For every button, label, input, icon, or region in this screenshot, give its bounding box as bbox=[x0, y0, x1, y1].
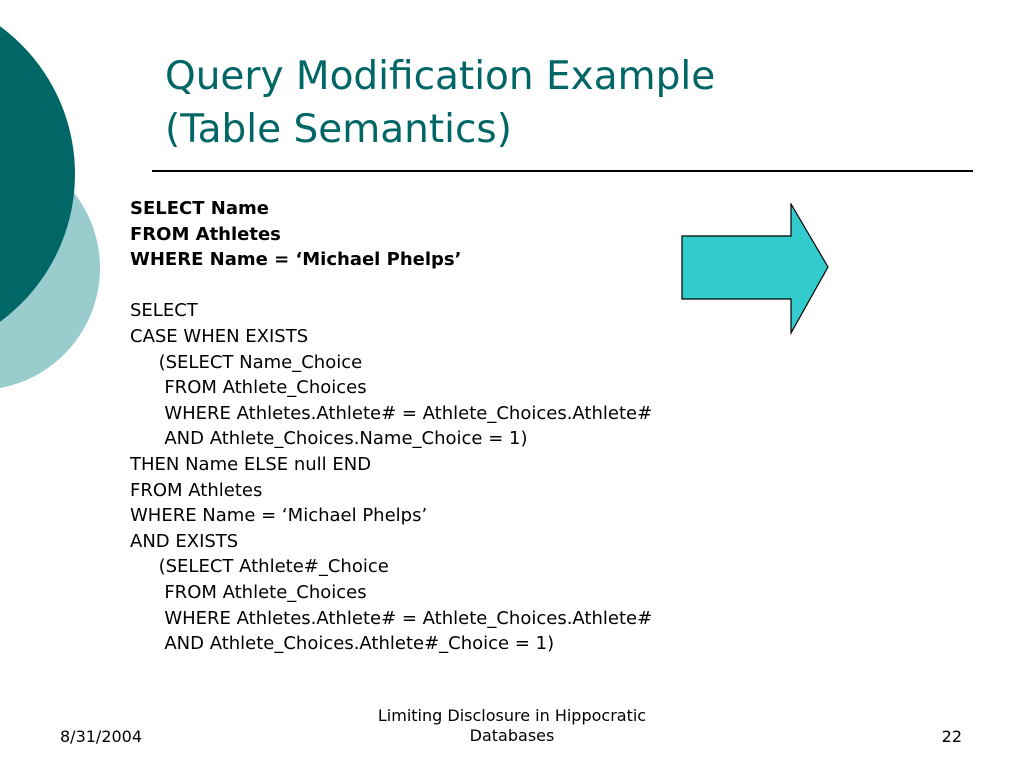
title-line-2: (Table Semantics) bbox=[165, 107, 512, 152]
modified-query-line: FROM Athletes bbox=[130, 479, 263, 501]
modified-query-line: SELECT bbox=[130, 300, 198, 322]
modified-query-line: (SELECT Name_Choice bbox=[130, 351, 363, 373]
modified-query-line: FROM Athlete_Choices bbox=[130, 377, 367, 399]
arrow-shape bbox=[682, 204, 828, 333]
slide-number: 22 bbox=[941, 727, 962, 746]
original-query-line: FROM Athletes bbox=[130, 223, 281, 245]
modified-query-line: WHERE Athletes.Athlete# = Athlete_Choices.Athlete# bbox=[130, 607, 653, 629]
modified-query-line: (SELECT Athlete#_Choice bbox=[130, 556, 389, 578]
modified-query-line: AND Athlete_Choices.Name_Choice = 1) bbox=[130, 428, 528, 450]
footer-date: 8/31/2004 bbox=[60, 727, 143, 746]
modified-query-line: CASE WHEN EXISTS bbox=[130, 325, 309, 347]
decorative-circles bbox=[0, 0, 110, 420]
modified-query-line: THEN Name ELSE null END bbox=[130, 453, 372, 475]
footer-presentation-title: Limiting Disclosure in Hippocratic Databases bbox=[377, 706, 647, 745]
original-query-line: WHERE Name = ‘Michael Phelps’ bbox=[130, 249, 462, 271]
original-query-line: SELECT Name bbox=[130, 198, 269, 219]
modified-query-line: AND EXISTS bbox=[130, 530, 239, 552]
modified-query-line: WHERE Name = ‘Michael Phelps’ bbox=[130, 505, 428, 527]
title-line-1: Query Modification Example bbox=[165, 54, 716, 99]
title-underline bbox=[152, 170, 973, 172]
slide-title bbox=[165, 50, 965, 156]
modified-query-line: WHERE Athletes.Athlete# = Athlete_Choices.Athlete# bbox=[130, 402, 653, 424]
right-arrow-icon bbox=[681, 203, 831, 335]
modified-query-line: FROM Athlete_Choices bbox=[130, 581, 367, 603]
modified-query-line: AND Athlete_Choices.Athlete#_Choice = 1) bbox=[130, 633, 555, 655]
